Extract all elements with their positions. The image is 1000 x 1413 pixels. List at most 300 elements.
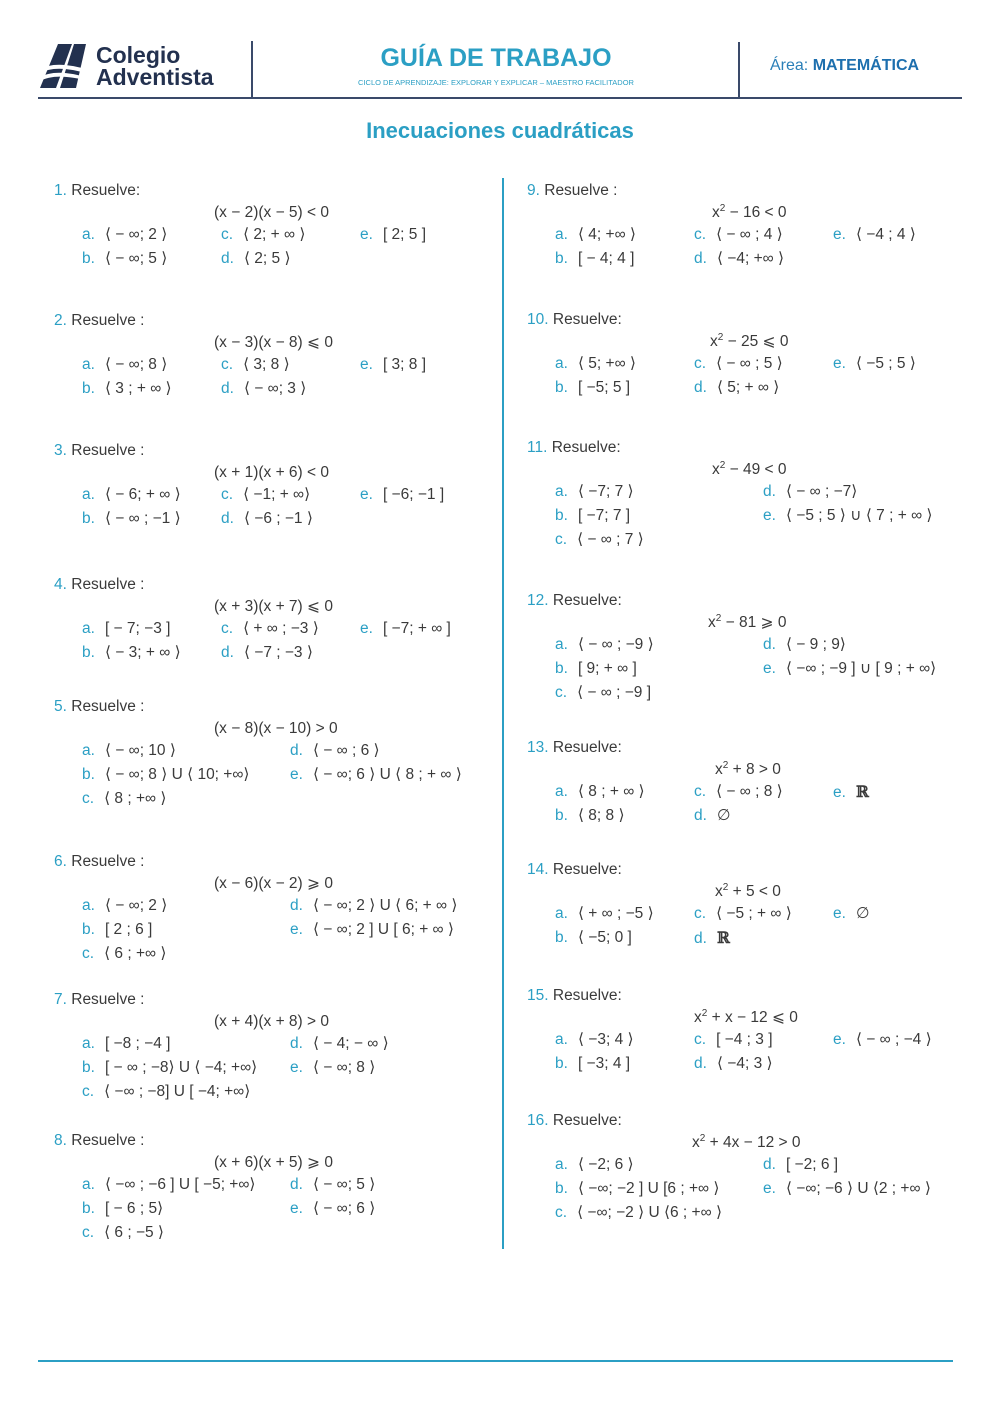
option-letter: e.: [763, 660, 776, 677]
option-interval: [ −5; 5 ]: [577, 379, 631, 396]
guide-title: GUÍA DE TRABAJO: [380, 44, 612, 72]
answer-option-a[interactable]: [555, 223, 636, 247]
option-letter: b.: [82, 644, 95, 661]
option-interval: ⟨ −∞; −2 ] U [6 ; +∞ ⟩: [577, 1180, 720, 1197]
option-interval: ⟨ − ∞; 2 ] U [ 6; + ∞ ⟩: [312, 921, 454, 938]
problem-number: 1.: [54, 182, 67, 199]
option-letter: a.: [555, 636, 568, 653]
problem-prompt: [54, 573, 144, 597]
option-letter: d.: [221, 380, 234, 397]
option-interval: ⟨ 2; + ∞ ⟩: [243, 226, 306, 243]
option-interval: ⟨ −5 ; + ∞ ⟩: [716, 905, 792, 922]
option-letter: c.: [82, 790, 95, 807]
option-interval: ⟨ − ∞ ; −4 ⟩: [855, 1031, 932, 1048]
option-letter: a.: [82, 742, 95, 759]
answer-option-b[interactable]: [555, 926, 632, 950]
answer-option-d[interactable]: [694, 804, 730, 828]
option-letter: e.: [833, 1031, 846, 1048]
answer-option-b[interactable]: [555, 247, 634, 271]
inequality: (x − 2)(x − 5) < 0: [214, 204, 330, 221]
option-letter: a.: [82, 1035, 95, 1052]
option-letter: d.: [763, 1156, 776, 1173]
problem-prompt: [54, 309, 144, 333]
option-interval: ⟨ − ∞ ; −9 ]: [577, 684, 652, 701]
option-interval: ⟨ − ∞; 2 ⟩: [104, 897, 168, 914]
inequality: (x + 4)(x + 8) > 0: [214, 1013, 330, 1030]
option-letter: e.: [763, 1180, 776, 1197]
option-letter: d.: [763, 636, 776, 653]
option-interval: [ 2; 5 ]: [382, 226, 427, 243]
answer-option-a[interactable]: [82, 1032, 170, 1056]
problem-number: 2.: [54, 312, 67, 329]
answer-option-a[interactable]: [555, 780, 645, 804]
answer-option-e[interactable]: [360, 353, 426, 377]
answer-option-d[interactable]: [221, 247, 291, 271]
inequality: (x + 1)(x + 6) < 0: [214, 464, 330, 481]
problem-instruction: Resuelve :: [66, 853, 145, 870]
adventist-logo-icon: [38, 40, 90, 92]
inequality: (x − 6)(x − 2) ⩾ 0: [214, 875, 333, 892]
subject-area: [770, 57, 919, 75]
option-interval: ⟨ − ∞ ; 8 ⟩: [716, 783, 783, 800]
option-letter: a.: [82, 620, 95, 637]
problem-number: 11.: [527, 439, 548, 456]
answer-option-c[interactable]: [694, 1028, 773, 1052]
problem-number: 16.: [527, 1112, 549, 1129]
guide-subtitle: CICLO DE APRENDIZAJE: EXPLORAR Y EXPLICAR – MAESTRO FACILITADOR: [358, 78, 634, 87]
problem-prompt: [527, 589, 622, 613]
problem-instruction: Resuelve :: [539, 182, 618, 199]
answer-option-a[interactable]: [555, 902, 654, 926]
problem-number: 6.: [54, 853, 67, 870]
answer-option-c[interactable]: [82, 1080, 250, 1104]
school-name-line1: Colegio: [96, 42, 181, 68]
option-letter: c.: [694, 905, 707, 922]
option-interval: ⟨ 8; 8 ⟩: [577, 807, 625, 824]
answer-option-c[interactable]: [221, 617, 319, 641]
header: [38, 38, 962, 100]
option-letter: e.: [833, 905, 846, 922]
option-letter: e.: [290, 1059, 303, 1076]
option-interval: [ −7; + ∞ ]: [382, 620, 451, 637]
option-interval: ⟨ − ∞; 8 ⟩ U ⟨ 10; +∞⟩: [104, 766, 250, 783]
problem-instruction: Resuelve :: [66, 991, 145, 1008]
option-interval: ⟨ 6 ; +∞ ⟩: [104, 945, 167, 962]
option-letter: c.: [694, 226, 707, 243]
exponent: 2: [722, 760, 729, 771]
answer-option-d[interactable]: [221, 641, 313, 665]
exponent: 2: [715, 613, 722, 624]
option-letter: b.: [555, 1055, 568, 1072]
answer-option-b[interactable]: [555, 1052, 630, 1076]
answer-option-d[interactable]: [290, 1032, 389, 1056]
option-interval: ⟨ − ∞ ; 6 ⟩: [312, 742, 380, 759]
option-interval: ⟨ 6 ; −5 ⟩: [104, 1224, 164, 1241]
answer-option-e[interactable]: [290, 918, 454, 942]
inequality: $x^2 + x - 12$ ⩽ 0: [694, 1008, 798, 1026]
option-letter: c.: [82, 1083, 95, 1100]
option-interval: ⟨ 3; 8 ⟩: [243, 356, 290, 373]
answer-option-c[interactable]: [82, 942, 166, 966]
option-interval: ⟨ 4; +∞ ⟩: [577, 226, 636, 243]
option-letter: a.: [555, 483, 568, 500]
option-letter: c.: [82, 945, 95, 962]
problem-prompt: [527, 858, 622, 882]
option-letter: e.: [833, 226, 846, 243]
option-letter: a.: [82, 356, 95, 373]
option-letter: b.: [555, 507, 568, 524]
answer-option-e[interactable]: [763, 1177, 931, 1201]
answer-option-b[interactable]: [555, 657, 637, 681]
option-interval: ⟨ −∞ ; −9 ] ∪ [ 9 ; + ∞⟩: [785, 660, 937, 677]
school-name: [96, 44, 214, 88]
option-interval: ⟨ −7; 7 ⟩: [577, 483, 634, 500]
answer-option-c[interactable]: [694, 352, 783, 376]
option-letter: d.: [694, 250, 707, 267]
option-letter: b.: [82, 921, 95, 938]
answer-option-b[interactable]: [82, 507, 181, 531]
option-letter: e.: [360, 620, 373, 637]
option-interval: [ − 6 ; 5⟩: [104, 1200, 164, 1217]
option-interval: ⟨ − ∞; 3 ⟩: [243, 380, 307, 397]
answer-option-b[interactable]: [555, 804, 625, 828]
answer-option-a[interactable]: [555, 633, 654, 657]
inequality: $x^2 - 16 < 0$: [712, 203, 787, 221]
option-letter: b.: [82, 766, 95, 783]
option-letter: c.: [694, 1031, 707, 1048]
problem-instruction: Resuelve :: [66, 312, 145, 329]
option-letter: e.: [833, 784, 846, 801]
option-interval: ⟨ −5 ; 5 ⟩ ∪ ⟨ 7 ; + ∞ ⟩: [785, 507, 933, 524]
option-interval: ⟨ − 6; + ∞ ⟩: [104, 486, 181, 503]
answer-option-c[interactable]: [555, 1201, 722, 1225]
exponent: 2: [717, 332, 724, 343]
inequality: $x^2 + 8 > 0$: [715, 760, 781, 778]
answer-option-a[interactable]: [555, 1153, 634, 1177]
answer-option-e[interactable]: [833, 223, 916, 247]
problem-number: 8.: [54, 1132, 67, 1149]
option-letter: c.: [221, 486, 234, 503]
option-letter: d.: [694, 379, 707, 396]
option-interval: ⟨ − ∞; 2 ⟩ U ⟨ 6; + ∞ ⟩: [312, 897, 458, 914]
option-letter: a.: [82, 226, 95, 243]
option-interval: [ 9; + ∞ ]: [577, 660, 637, 677]
option-interval: [ −7; 7 ]: [577, 507, 631, 524]
answer-option-b[interactable]: [82, 1056, 257, 1080]
answer-option-a[interactable]: [82, 617, 170, 641]
area-label: Área:: [770, 57, 809, 74]
option-letter: a.: [82, 1176, 95, 1193]
option-interval: ⟨ −1; + ∞⟩: [243, 486, 311, 503]
option-interval: ⟨ + ∞ ; −5 ⟩: [577, 905, 654, 922]
option-letter: e.: [360, 226, 373, 243]
answer-option-e[interactable]: [833, 1028, 932, 1052]
problem-prompt: [527, 736, 622, 760]
answer-option-c[interactable]: [82, 1221, 164, 1245]
option-letter: e.: [833, 355, 846, 372]
inequality: $x^2 - 25$ ⩽ 0: [710, 332, 789, 350]
answer-option-e[interactable]: [833, 902, 869, 926]
problem-instruction: Resuelve:: [66, 182, 141, 199]
option-interval: ∅: [855, 905, 870, 922]
option-interval: [ − 4; 4 ]: [577, 250, 635, 267]
inequality: $x^2 + 4x - 12 > 0$: [692, 1133, 801, 1151]
option-letter: d.: [694, 930, 707, 947]
option-interval: [ 3; 8 ]: [382, 356, 427, 373]
exponent: 2: [699, 1133, 706, 1144]
answer-option-c[interactable]: [221, 483, 310, 507]
answer-option-b[interactable]: [82, 1197, 163, 1221]
option-interval: ⟨ −7 ; −3 ⟩: [243, 644, 313, 661]
exponent: 2: [722, 882, 729, 893]
answer-option-b[interactable]: [555, 504, 630, 528]
option-letter: b.: [555, 929, 568, 946]
option-letter: a.: [82, 897, 95, 914]
answer-option-d[interactable]: [694, 376, 779, 400]
option-interval: [ −8 ; −4 ]: [104, 1035, 171, 1052]
option-interval: ⟨ −∞; −6 ⟩ U ⟨2 ; +∞ ⟩: [785, 1180, 931, 1197]
answer-option-d[interactable]: [694, 247, 784, 271]
option-interval: ⟨ − ∞; 8 ⟩: [312, 1059, 376, 1076]
option-interval: ⟨ − ∞; 5 ⟩: [104, 250, 168, 267]
answer-option-c[interactable]: [694, 902, 792, 926]
area-value: MATEMÁTICA: [812, 57, 920, 74]
answer-option-c[interactable]: [555, 681, 651, 705]
option-interval: ⟨ −3; 4 ⟩: [577, 1031, 634, 1048]
option-letter: d.: [221, 250, 234, 267]
option-letter: e.: [360, 486, 373, 503]
problem-instruction: Resuelve :: [66, 698, 145, 715]
option-interval: ⟨ −∞; −2 ⟩ U ⟨6 ; +∞ ⟩: [577, 1204, 723, 1221]
answer-option-c[interactable]: [694, 780, 783, 804]
school-name-line2: Adventista: [96, 64, 214, 90]
answer-option-b[interactable]: [82, 641, 181, 665]
option-letter: d.: [221, 510, 234, 527]
problem-prompt: [527, 984, 622, 1008]
option-interval: ⟨ − ∞; 6 ⟩: [312, 1200, 376, 1217]
problem-prompt: [54, 439, 144, 463]
option-letter: e.: [763, 507, 776, 524]
option-letter: a.: [555, 783, 568, 800]
option-letter: d.: [221, 644, 234, 661]
option-letter: c.: [694, 783, 707, 800]
problem-prompt: [54, 179, 140, 203]
problem-number: 4.: [54, 576, 67, 593]
problem-number: 9.: [527, 182, 540, 199]
problem-prompt: [54, 850, 144, 874]
option-letter: d.: [694, 1055, 707, 1072]
exponent: 2: [719, 460, 726, 471]
problem-prompt: [527, 179, 617, 203]
header-divider: [251, 41, 253, 98]
answer-option-c[interactable]: [221, 353, 290, 377]
exponent: 2: [701, 1008, 708, 1019]
inequality: (x − 8)(x − 10) > 0: [214, 720, 338, 737]
answer-option-a[interactable]: [555, 352, 636, 376]
option-interval: ⟨ −4; +∞ ⟩: [716, 250, 785, 267]
problem-number: 10.: [527, 311, 549, 328]
option-interval: ⟨ − ∞ ; 4 ⟩: [716, 226, 783, 243]
option-letter: d.: [694, 807, 707, 824]
option-letter: c.: [221, 620, 234, 637]
answer-option-a[interactable]: [555, 1028, 634, 1052]
option-interval: [ − 7; −3 ]: [104, 620, 171, 637]
answer-option-b[interactable]: [82, 247, 167, 271]
option-interval: ⟨ − ∞; 2 ⟩: [104, 226, 168, 243]
problem-instruction: Resuelve :: [66, 1132, 145, 1149]
answer-option-e[interactable]: [833, 780, 869, 805]
option-interval: ⟨ −5; 0 ]: [577, 929, 632, 946]
option-interval: [ − ∞ ; −8⟩ U ⟨ −4; +∞⟩: [104, 1059, 258, 1076]
answer-option-d[interactable]: [694, 1052, 773, 1076]
option-letter: a.: [555, 1031, 568, 1048]
option-letter: e.: [290, 921, 303, 938]
problem-prompt: [54, 1129, 144, 1153]
option-interval: ℝ: [855, 782, 869, 801]
problem-number: 5.: [54, 698, 67, 715]
option-letter: c.: [555, 531, 568, 548]
option-interval: ⟨ − ∞ ; 5 ⟩: [716, 355, 783, 372]
problem-instruction: Resuelve:: [547, 439, 621, 456]
answer-option-d[interactable]: [290, 894, 457, 918]
option-letter: c.: [82, 1224, 95, 1241]
option-letter: b.: [82, 1059, 95, 1076]
answer-option-c[interactable]: [221, 223, 305, 247]
answer-option-d[interactable]: [290, 739, 380, 763]
answer-option-d[interactable]: [763, 633, 846, 657]
answer-option-d[interactable]: [763, 480, 857, 504]
answer-option-d[interactable]: [290, 1173, 375, 1197]
option-letter: b.: [82, 380, 95, 397]
option-interval: ∅: [716, 807, 731, 824]
answer-option-e[interactable]: [290, 763, 462, 787]
answer-option-a[interactable]: [555, 480, 634, 504]
inequality: $x^2 + 5 < 0$: [715, 882, 781, 900]
problem-prompt: [527, 1109, 622, 1133]
inequality: (x + 3)(x + 7) ⩽ 0: [214, 598, 333, 615]
option-letter: b.: [555, 660, 568, 677]
option-interval: ⟨ + ∞ ; −3 ⟩: [243, 620, 319, 637]
answer-option-e[interactable]: [360, 223, 426, 247]
option-interval: ⟨ −2; 6 ⟩: [577, 1156, 634, 1173]
problem-instruction: Resuelve :: [66, 442, 145, 459]
answer-option-e[interactable]: [360, 483, 444, 507]
option-interval: ⟨ 5; + ∞ ⟩: [716, 379, 780, 396]
option-interval: ⟨ − ∞ ; −7⟩: [785, 483, 858, 500]
answer-option-b[interactable]: [555, 376, 630, 400]
answer-option-b[interactable]: [82, 763, 249, 787]
answer-option-a[interactable]: [82, 483, 181, 507]
problem-number: 3.: [54, 442, 67, 459]
answer-option-c[interactable]: [82, 787, 166, 811]
problem-number: 13.: [527, 739, 549, 756]
answer-option-b[interactable]: [82, 377, 172, 401]
problem-instruction: Resuelve:: [548, 861, 622, 878]
answer-option-c[interactable]: [694, 223, 783, 247]
answer-option-a[interactable]: [82, 1173, 255, 1197]
problem-number: 12.: [527, 592, 549, 609]
answer-option-b[interactable]: [82, 918, 152, 942]
answer-option-a[interactable]: [82, 223, 167, 247]
option-interval: ⟨ − 4; − ∞ ⟩: [312, 1035, 389, 1052]
option-letter: b.: [555, 807, 568, 824]
answer-option-d[interactable]: [221, 377, 306, 401]
problem-prompt: [54, 988, 144, 1012]
exponent: 2: [719, 203, 726, 214]
option-interval: ℝ: [716, 928, 730, 947]
footer-rule: [38, 1360, 953, 1362]
option-interval: ⟨ − ∞ ; 7 ⟩: [577, 531, 644, 548]
option-interval: ⟨ 2; 5 ⟩: [243, 250, 291, 267]
answer-option-e[interactable]: [290, 1056, 375, 1080]
option-interval: [ −2; 6 ]: [785, 1156, 839, 1173]
answer-option-e[interactable]: [833, 352, 916, 376]
problem-instruction: Resuelve:: [548, 311, 622, 328]
answer-option-b[interactable]: [555, 1177, 719, 1201]
option-letter: e.: [290, 766, 303, 783]
answer-option-e[interactable]: [763, 657, 936, 681]
option-interval: ⟨ − ∞ ; −1 ⟩: [104, 510, 181, 527]
header-divider: [738, 42, 740, 98]
option-letter: c.: [555, 684, 568, 701]
option-letter: b.: [82, 510, 95, 527]
option-letter: b.: [555, 250, 568, 267]
problem-instruction: Resuelve:: [548, 592, 622, 609]
answer-option-d[interactable]: [763, 1153, 838, 1177]
inequality: $x^2 - 49 < 0$: [712, 460, 787, 478]
option-letter: a.: [555, 1156, 568, 1173]
option-interval: ⟨ 3 ; + ∞ ⟩: [104, 380, 172, 397]
problem-instruction: Resuelve:: [548, 987, 622, 1004]
problem-prompt: [527, 308, 622, 332]
option-letter: e.: [360, 356, 373, 373]
answer-option-e[interactable]: [290, 1197, 375, 1221]
answer-option-d[interactable]: [221, 507, 313, 531]
option-interval: ⟨ − ∞; 6 ⟩ U ⟨ 8 ; + ∞ ⟩: [312, 766, 462, 783]
problem-number: 7.: [54, 991, 67, 1008]
option-letter: a.: [555, 355, 568, 372]
answer-option-e[interactable]: [360, 617, 451, 641]
option-letter: b.: [82, 1200, 95, 1217]
header-rule: [38, 97, 962, 99]
answer-option-a[interactable]: [82, 353, 167, 377]
option-letter: d.: [290, 1035, 303, 1052]
option-letter: d.: [763, 483, 776, 500]
answer-option-e[interactable]: [763, 504, 932, 528]
option-interval: [ −6; −1 ]: [382, 486, 445, 503]
option-interval: [ −3; 4 ]: [577, 1055, 631, 1072]
option-letter: c.: [694, 355, 707, 372]
option-interval: ⟨ −6 ; −1 ⟩: [243, 510, 313, 527]
answer-option-c[interactable]: [555, 528, 644, 552]
option-interval: ⟨ 8 ; +∞ ⟩: [104, 790, 167, 807]
option-letter: c.: [221, 226, 234, 243]
option-interval: ⟨ −4; 3 ⟩: [716, 1055, 773, 1072]
option-letter: d.: [290, 1176, 303, 1193]
option-letter: e.: [290, 1200, 303, 1217]
answer-option-a[interactable]: [82, 894, 167, 918]
option-letter: d.: [290, 897, 303, 914]
option-interval: ⟨ − ∞; 8 ⟩: [104, 356, 168, 373]
problem-number: 14.: [527, 861, 549, 878]
answer-option-d[interactable]: [694, 926, 730, 951]
option-letter: a.: [555, 905, 568, 922]
answer-option-a[interactable]: [82, 739, 176, 763]
option-interval: ⟨ − ∞ ; −9 ⟩: [577, 636, 654, 653]
inequality: (x + 6)(x + 5) ⩾ 0: [214, 1154, 333, 1171]
option-interval: ⟨ −∞ ; −6 ] U [ −5; +∞⟩: [104, 1176, 256, 1193]
option-letter: a.: [82, 486, 95, 503]
